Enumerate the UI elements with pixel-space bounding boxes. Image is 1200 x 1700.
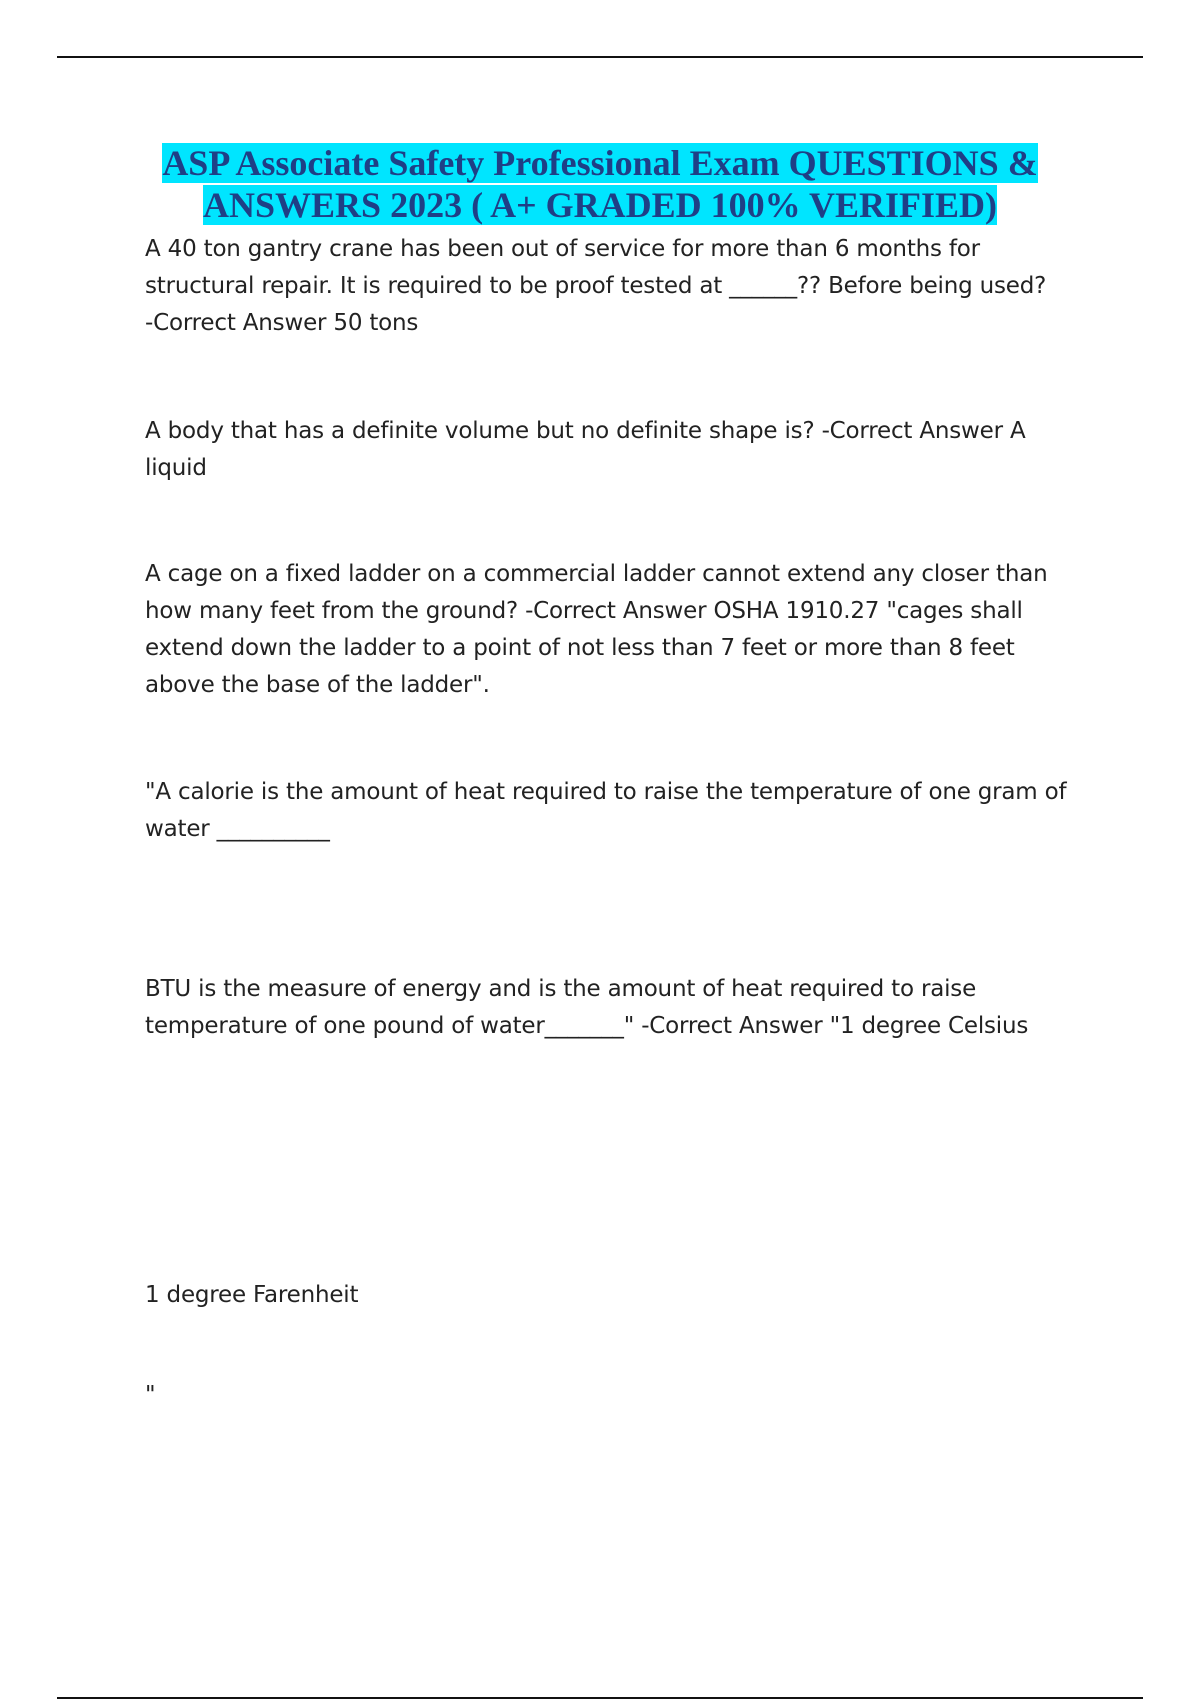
- qa-paragraph-3: [145, 556, 1085, 704]
- text-line: above the base of the ladder".: [145, 672, 490, 698]
- document-title: [100, 142, 1100, 226]
- text-line: -Correct Answer 50 tons: [145, 310, 419, 336]
- qa-paragraph-2: [145, 413, 1085, 487]
- text-line: ": [145, 1382, 156, 1408]
- qa-paragraph-7: [145, 1377, 1085, 1414]
- text-line: how many feet from the ground? -Correct Answer OSHA 1910.27 "cages shall: [145, 598, 1023, 624]
- title-line-2: ANSWERS 2023 ( A+ GRADED 100% VERIFIED): [203, 185, 997, 225]
- footer-rule: [57, 1697, 1143, 1699]
- qa-paragraph-6: [145, 1277, 1085, 1314]
- qa-paragraph-1: [145, 231, 1085, 342]
- text-line: A cage on a fixed ladder on a commercial ladder cannot extend any closer than: [145, 561, 1048, 587]
- text-line: BTU is the measure of energy and is the amount of heat required to raise: [145, 976, 977, 1002]
- text-line: water __________: [145, 816, 330, 842]
- text-line: A body that has a definite volume but no definite shape is? -Correct Answer A: [145, 418, 1026, 444]
- text-line: "A calorie is the amount of heat required to raise the temperature of one gram of: [145, 779, 1067, 805]
- header-rule: [57, 56, 1143, 58]
- title-line-1: ASP Associate Safety Professional Exam QUESTIONS &: [162, 143, 1038, 183]
- text-line: 1 degree Farenheit: [145, 1282, 359, 1308]
- qa-paragraph-4: [145, 774, 1085, 848]
- text-line: A 40 ton gantry crane has been out of service for more than 6 months for: [145, 236, 980, 262]
- qa-paragraph-5: [145, 971, 1085, 1045]
- text-line: extend down the ladder to a point of not less than 7 feet or more than 8 feet: [145, 635, 1015, 661]
- text-line: liquid: [145, 455, 207, 481]
- text-line: temperature of one pound of water_______" -Correct Answer "1 degree Celsius: [145, 1013, 1029, 1039]
- text-line: structural repair. It is required to be proof tested at ______?? Before being used?: [145, 273, 1047, 299]
